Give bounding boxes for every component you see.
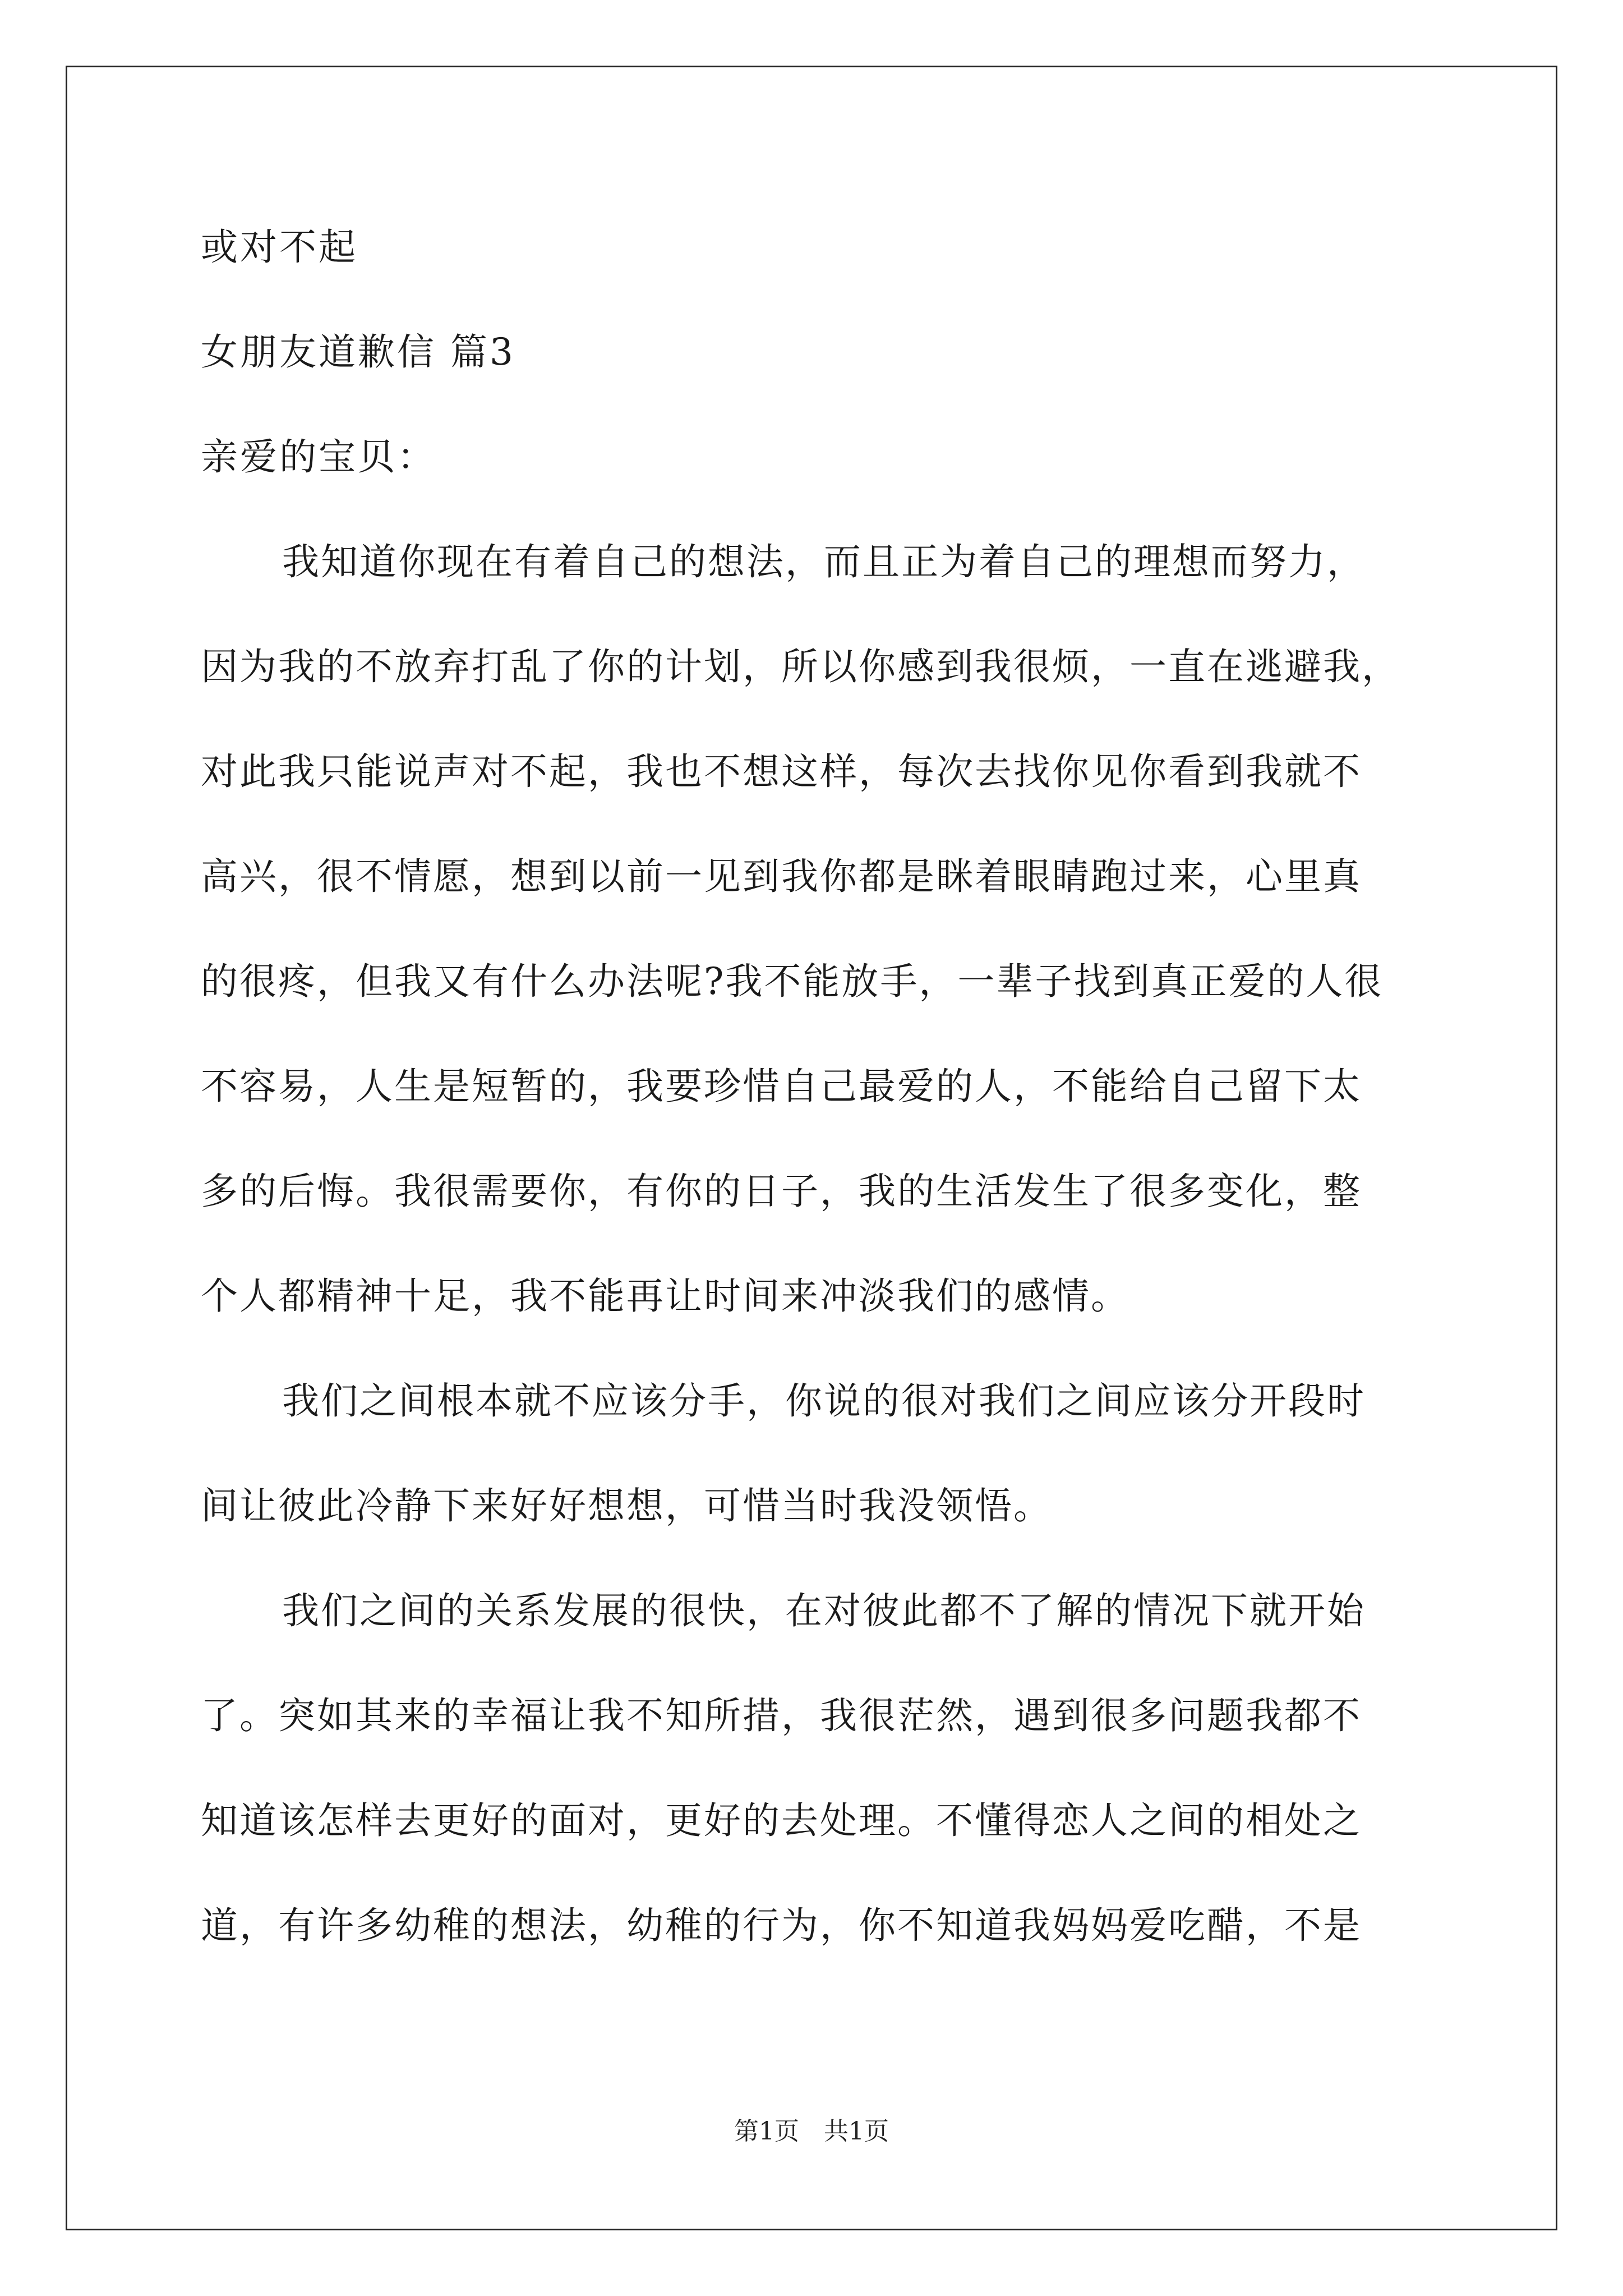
text-line: 或对不起: [201, 226, 358, 269]
text-line: 因为我的不放弃打乱了你的计划，所以你感到我很烦，一直在逃避我，: [201, 645, 1400, 688]
text-line: 高兴，很不情愿，想到以前一见到我你都是眯着眼睛跑过来，心里真: [201, 855, 1362, 898]
paragraph-3: [201, 1585, 1429, 1952]
text-line: 了。突如其来的幸福让我不知所措，我很茫然，遇到很多问题我都不: [201, 1694, 1362, 1737]
page-footer: 第1页 共1页: [734, 2117, 889, 2146]
text-line: 知道该怎样去更好的面对，更好的去处理。不懂得恋人之间的相处之: [201, 1799, 1362, 1842]
text-line: 间让彼此冷静下来好好想想，可惜当时我没领悟。: [201, 1484, 1052, 1527]
text-line: 我们之间的关系发展的很快，在对彼此都不了解的情况下就开始: [282, 1589, 1366, 1632]
paragraph-1: [201, 536, 1429, 1322]
text-line: 不容易，人生是短暂的，我要珍惜自己最爱的人，不能给自己留下太: [201, 1065, 1362, 1108]
text-line: 我们之间根本就不应该分手，你说的很对我们之间应该分开段时: [282, 1379, 1366, 1423]
text-line: 我知道你现在有着自己的想法，而且正为着自己的理想而努力，: [282, 540, 1366, 583]
document-body: [201, 222, 1429, 2005]
text-line: 对此我只能说声对不起，我也不想这样，每次去找你见你看到我就不: [201, 750, 1362, 793]
text-line: 的很疼，但我又有什么办法呢?我不能放手，一辈子找到真正爱的人很: [201, 960, 1384, 1003]
text-line: 个人都精神十足，我不能再让时间来冲淡我们的感情。: [201, 1274, 1129, 1318]
text-line: 道，有许多幼稚的想法，幼稚的行为，你不知道我妈妈爱吃醋，不是: [201, 1904, 1362, 1947]
salutation: 亲爱的宝贝：: [201, 435, 436, 478]
letter-title: 女朋友道歉信 篇3: [201, 330, 515, 374]
paragraph-2: [201, 1375, 1429, 1532]
text-line: 多的后悔。我很需要你，有你的日子，我的生活发生了很多变化，整: [201, 1170, 1362, 1213]
